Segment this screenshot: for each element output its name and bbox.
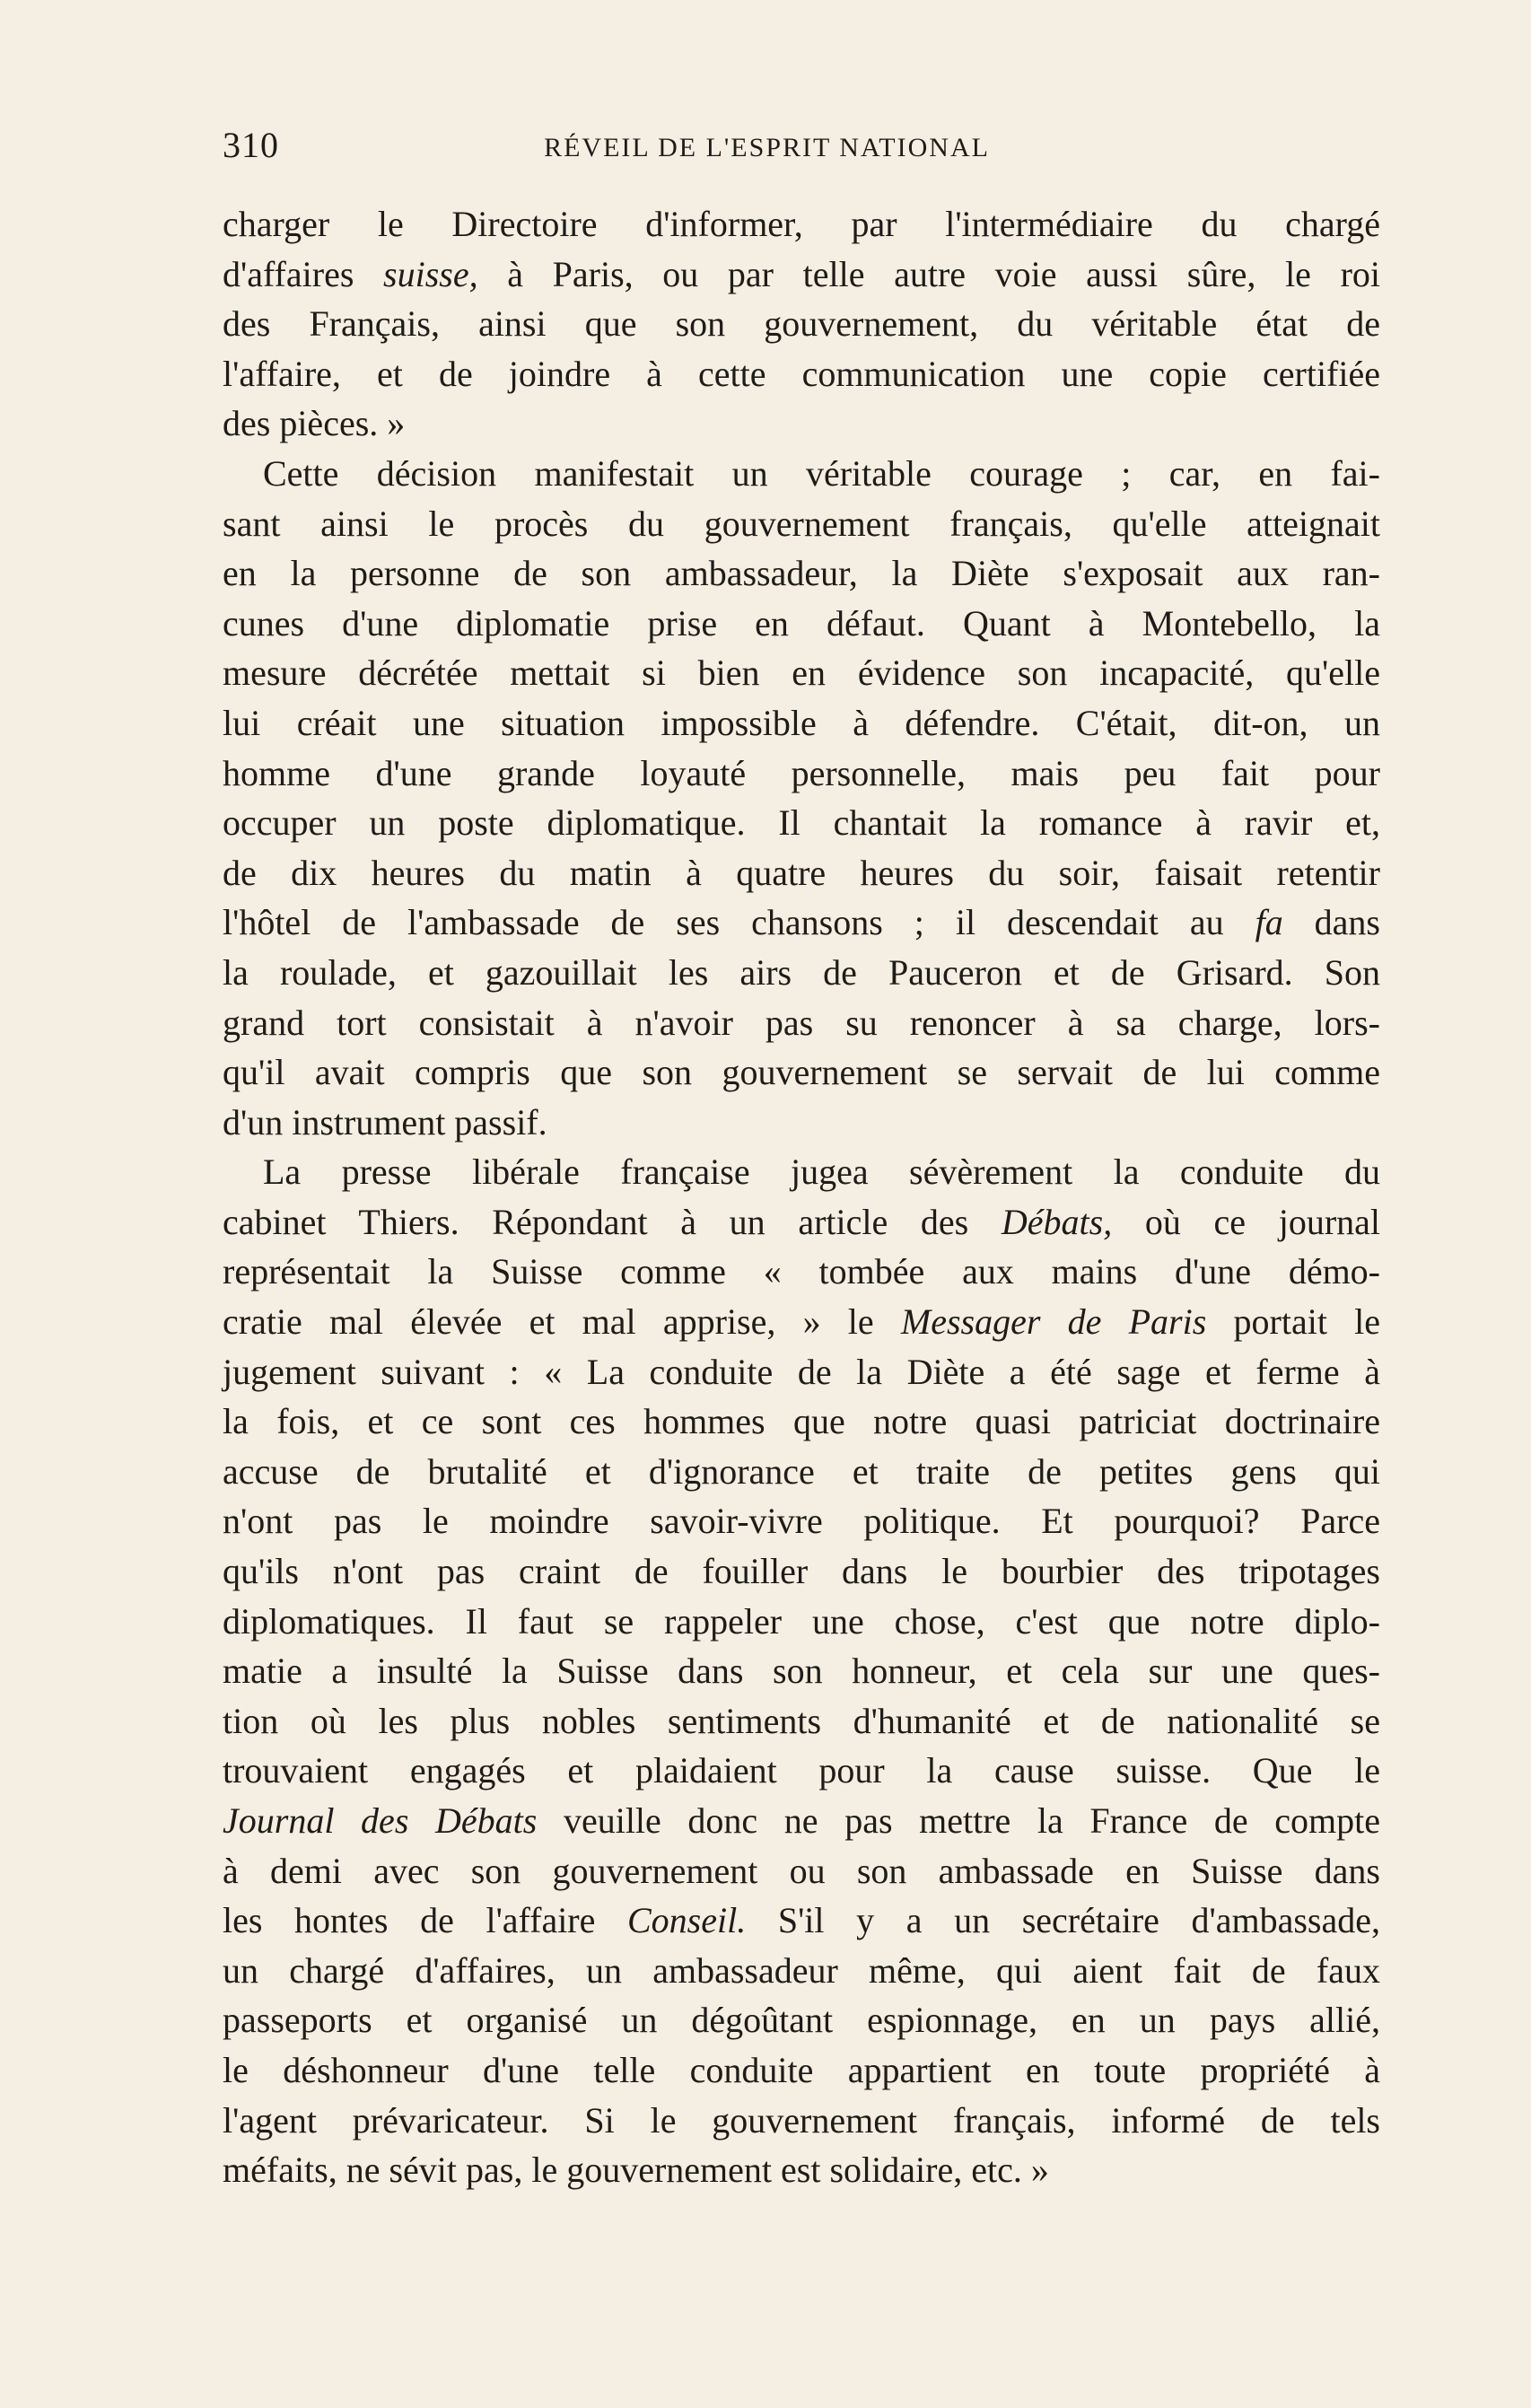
italic-text: fa	[1255, 902, 1283, 943]
text-line: d'un instrument passif.	[223, 1101, 547, 1143]
text-line: Cette décision manifestait un véritable courage ; car, en fai-	[263, 452, 1380, 494]
text-line: représentait la Suisse comme « tombée aux mains d'une démo-	[223, 1251, 1380, 1292]
text-line: en la personne de son ambassadeur, la Diète s'exposait aux ran-	[223, 553, 1380, 594]
text-line: tion où les plus nobles sentiments d'humanité et de nationalité se	[223, 1700, 1380, 1741]
text-line: accuse de brutalité et d'ignorance et traite de petites gens qui	[223, 1450, 1380, 1492]
text-line: cratie mal élevée et mal apprise, » le Messager de Paris portait le	[223, 1301, 1381, 1343]
text-line: lui créait une situation impossible à défendre. C'était, dit-on, un	[223, 702, 1380, 743]
text-line: grand tort consistait à n'avoir pas su renoncer à sa charge, lors-	[223, 1002, 1380, 1043]
paragraph	[223, 1147, 1380, 2194]
text-line: à demi avec son gouvernement ou son ambassade en Suisse dans	[223, 1850, 1380, 1891]
text-line: l'agent prévaricateur. Si le gouvernement français, informé de tels	[223, 2099, 1380, 2141]
italic-text: Débats,	[1001, 1201, 1113, 1242]
text-line: matie a insulté la Suisse dans son honneur, et cela sur une ques-	[223, 1651, 1380, 1692]
text-line: mesure décrétée mettait si bien en évidence son incapacité, qu'elle	[223, 652, 1380, 694]
italic-text: suisse,	[383, 253, 478, 294]
page-header	[223, 124, 1311, 169]
text-line: les hontes de l'affaire Conseil. S'il y a un secrétaire d'ambassade,	[223, 1900, 1380, 1941]
text-line: jugement suivant : « La conduite de la Diète a été sage et ferme à	[223, 1351, 1380, 1392]
text-line: l'affaire, et de joindre à cette communication une copie certifiée	[223, 353, 1380, 394]
text-line: trouvaient engagés et plaidaient pour la cause suisse. Que le	[223, 1750, 1380, 1791]
paragraph	[223, 199, 1380, 449]
text-line: d'affaires suisse, à Paris, ou par telle autre voie aussi sûre, le roi	[223, 253, 1380, 294]
text-line: cunes d'une diplomatie prise en défaut. Quant à Montebello, la	[223, 602, 1380, 644]
text-line: le déshonneur d'une telle conduite appartient en toute propriété à	[223, 2049, 1380, 2090]
text-line: Journal des Débats veuille donc ne pas mettre la France de compte	[223, 1800, 1380, 1841]
text-line: cabinet Thiers. Répondant à un article des Débats, où ce journal	[223, 1201, 1381, 1242]
text-line: qu'ils n'ont pas craint de fouiller dans le bourbier des tripotages	[223, 1551, 1380, 1592]
text-line: occuper un poste diplomatique. Il chantait la romance à ravir et,	[223, 802, 1380, 844]
text-line: qu'il avait compris que son gouvernement se servait de lui comme	[223, 1052, 1380, 1093]
text-line: des Français, ainsi que son gouvernement, du véritable état de	[223, 303, 1380, 345]
text-line: la roulade, et gazouillait les airs de Pauceron et de Grisard. Son	[223, 951, 1380, 993]
text-line: des pièces. »	[223, 403, 406, 444]
italic-text: Messager de Paris	[900, 1301, 1207, 1343]
text-line: diplomatiques. Il faut se rappeler une chose, c'est que notre diplo-	[223, 1600, 1380, 1642]
italic-text: Journal des Débats	[223, 1800, 538, 1841]
text-line: méfaits, ne sévit pas, le gouvernement est solidaire, etc. »	[223, 2150, 1049, 2191]
text-line: un chargé d'affaires, un ambassadeur même, qui aient fait de faux	[223, 1949, 1380, 1991]
text-body	[223, 199, 1380, 2195]
paragraph	[223, 449, 1380, 1147]
running-title: RÉVEIL DE L'ESPRIT NATIONAL	[544, 133, 990, 162]
page-number: 310	[223, 125, 279, 165]
text-line: la fois, et ce sont ces hommes que notre quasi patriciat doctrinaire	[223, 1401, 1380, 1442]
text-line: de dix heures du matin à quatre heures du soir, faisait retentir	[223, 852, 1380, 893]
text-line: n'ont pas le moindre savoir-vivre politique. Et pourquoi? Parce	[223, 1501, 1380, 1542]
text-line: sant ainsi le procès du gouvernement français, qu'elle atteignait	[223, 503, 1380, 544]
text-line: charger le Directoire d'informer, par l'intermédiaire du chargé	[223, 204, 1380, 244]
text-line: homme d'une grande loyauté personnelle, mais peu fait pour	[223, 752, 1380, 793]
text-line: l'hôtel de l'ambassade de ses chansons ; il descendait au fa dans	[223, 902, 1380, 943]
text-line: La presse libérale française jugea sévèrement la conduite du	[263, 1151, 1380, 1193]
text-line: passeports et organisé un dégoûtant espionnage, en un pays allié,	[223, 2000, 1380, 2041]
italic-text: Conseil.	[627, 1900, 747, 1941]
